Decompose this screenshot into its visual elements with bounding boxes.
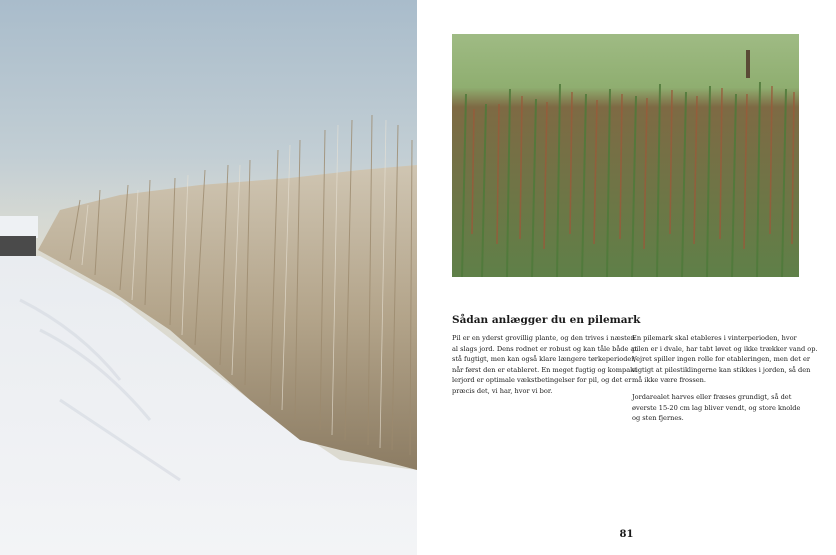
willow-field-photo [452,34,799,277]
text-line: præcis det, vi har, hvor vi bor. [452,386,553,395]
willow-field-illustration [452,34,799,277]
body-column-right [632,333,818,430]
winter-hedge-illustration [0,0,417,555]
text-line: En pilemark skal etableres i vinterperioden, hvor [632,334,797,342]
text-line: Vejret spiller ingen rolle for etableringen, men det er [632,355,811,364]
text-line: vigtigt at pilestiklingerne kan stikkes i jorden, så den [632,365,811,374]
right-page [417,0,836,555]
text-line: Jordarealet harves eller fræses grundigt, så det [632,392,792,401]
text-line: lerjord er optimale vækstbetingelser for pil, og det er [452,376,632,385]
barn-wall [0,236,36,256]
paragraph [632,392,800,424]
page-number: 81 [619,529,634,540]
text-line: al slags jord. Dens rodnet er robust og kan tåle både at [452,344,638,353]
text-line: må ikke være frossen. [632,376,707,385]
article-heading: Sådan anlægger du en pilemark [452,314,641,326]
fence-post [746,50,750,78]
body-column-left [452,333,638,403]
text-line: stå fugtigt, men kan også klare længere tørkeperioder, [452,355,636,364]
paragraph [452,333,638,397]
barn-roof [0,216,38,238]
text-line: Pil er en yderst grovillig plante, og den trives i næsten [452,334,635,342]
text-line: øverste 15-20 cm lag bliver vendt, og store knolde [632,403,801,412]
winter-hedge-photo [0,0,417,555]
paragraph [632,333,818,386]
text-line: når først den er etableret. En meget fugtig og kompakt [452,365,637,374]
text-line: og sten fjernes. [632,414,684,423]
text-line: pilen er i dvale, har tabt løvet og ikke trækker vand op. [632,344,818,353]
